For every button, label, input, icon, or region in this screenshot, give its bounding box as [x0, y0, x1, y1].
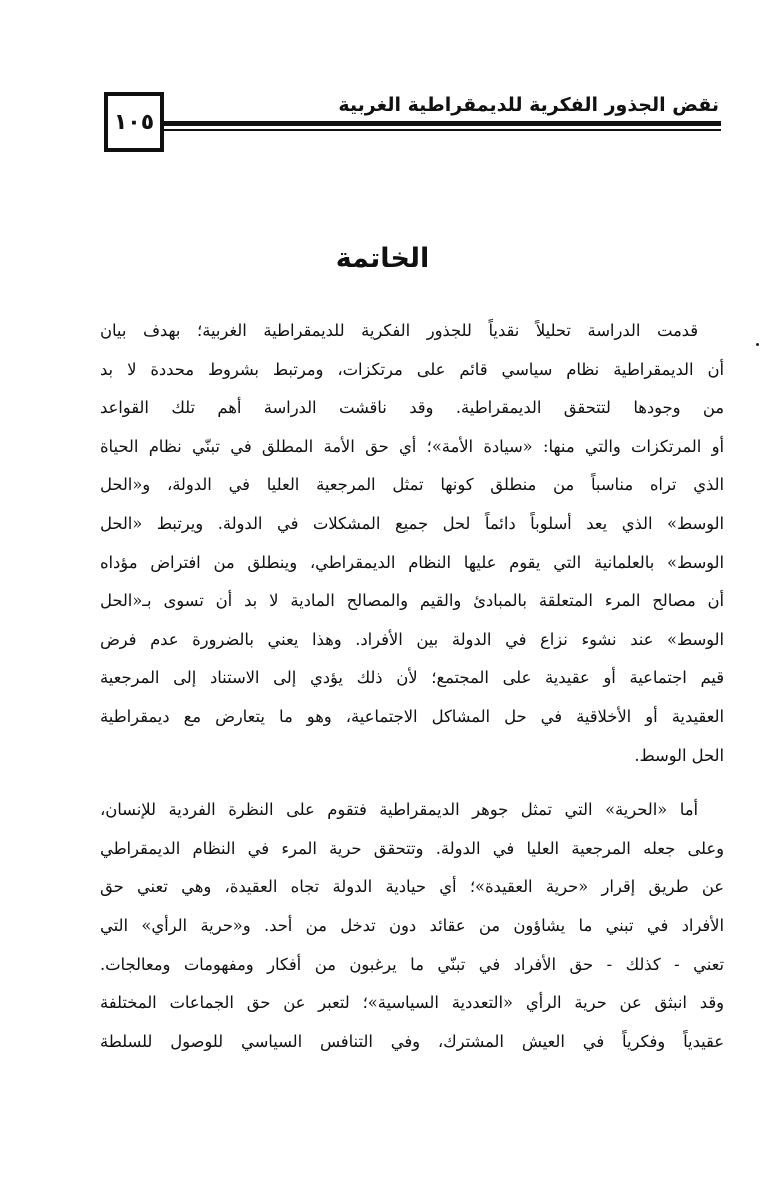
- running-header: [104, 92, 721, 158]
- body-text: [100, 312, 724, 1061]
- text-line: وعلى جعله المرجعية العليا في الدولة. وتتحقق حرية المرء في النظام الديمقراطي: [100, 838, 724, 858]
- paragraph-1: [100, 312, 724, 775]
- text-line: الأفراد في تبني ما يشاؤون من عقائد دون تدخل من أحد. و«حرية الرأي» التي: [100, 915, 724, 935]
- running-header-title: نقض الجذور الفكرية للديمقراطية الغربية: [338, 94, 719, 116]
- text-line: وقد انبثق عن حرية الرأي «التعددية السياسية»؛ لتعبر عن حق الجماعات المختلفة: [100, 993, 724, 1013]
- text-line: أن الديمقراطية نظام سياسي قائم على مرتكزات، ومرتبط بشروط محددة لا بد: [100, 359, 724, 379]
- text-line: أن مصالح المرء المتعلقة بالمبادئ والقيم والمصالح المادية لا بد أن تسوى بـ«الحل: [100, 591, 724, 611]
- text-line: الوسط» بالعلمانية التي يقوم عليها النظام الديمقراطي، وينطلق من افتراض مؤداه: [100, 552, 724, 572]
- chapter-heading: الخاتمة: [335, 243, 430, 274]
- text-line: عقيدياً وفكرياً في العيش المشترك، وفي التنافس السياسي للوصول للسلطة: [100, 1031, 724, 1051]
- text-line: الوسط» عند نشوء نزاع في الدولة بين الأفراد. وهذا يعني بالضرورة عدم فرض: [100, 629, 724, 649]
- text-line: أو المرتكزات والتي منها: «سيادة الأمة»؛ أي حق الأمة المطلق في تبنّي نظام الحياة: [100, 436, 724, 456]
- text-line: أما «الحرية» التي تمثل جوهر الديمقراطية فتقوم على النظرة الفردية للإنسان،: [100, 800, 698, 820]
- text-line: العقيدية أو الأخلاقية في حل المشاكل الاجتماعية، وهو ما يتعارض مع ديمقراطية: [100, 706, 724, 726]
- text-line: قيم اجتماعية أو عقيدية على المجتمع؛ لأن ذلك يؤدي إلى الاستناد إلى المرجعية: [100, 668, 724, 688]
- paragraph-2: [100, 791, 724, 1061]
- text-line: من وجودها لتتحقق الديمقراطية. وقد ناقشت الدراسة أهم تلك القواعد: [100, 398, 724, 418]
- page-number: ١٠٥: [113, 109, 155, 135]
- text-line: الوسط» الذي يعد أسلوباً دائماً لحل جميع المشكلات في الدولة. ويرتبط «الحل: [100, 513, 724, 533]
- text-line: تعني - كذلك - حق الأفراد في تبنّي ما يرغبون من أفكار ومفهومات ومعالجات.: [100, 954, 724, 974]
- paragraph-gap: [100, 775, 724, 791]
- header-rule-thick: [162, 121, 721, 126]
- header-rule-thin: [162, 129, 721, 131]
- edge-speck: [756, 343, 759, 346]
- text-line: الذي تراه مناسباً من منطلق كونها تمثل المرجعية العليا في الدولة، و«الحل: [100, 475, 724, 495]
- text-line: الحل الوسط.: [634, 745, 724, 765]
- text-line: قدمت الدراسة تحليلاً نقدياً للجذور الفكرية للديمقراطية الغربية؛ بهدف بيان: [100, 321, 698, 340]
- page-number-box: [104, 92, 164, 152]
- text-line: عن طريق إقرار «حرية العقيدة»؛ أي حيادية الدولة تجاه العقيدة، وهي تعني حق: [100, 877, 724, 897]
